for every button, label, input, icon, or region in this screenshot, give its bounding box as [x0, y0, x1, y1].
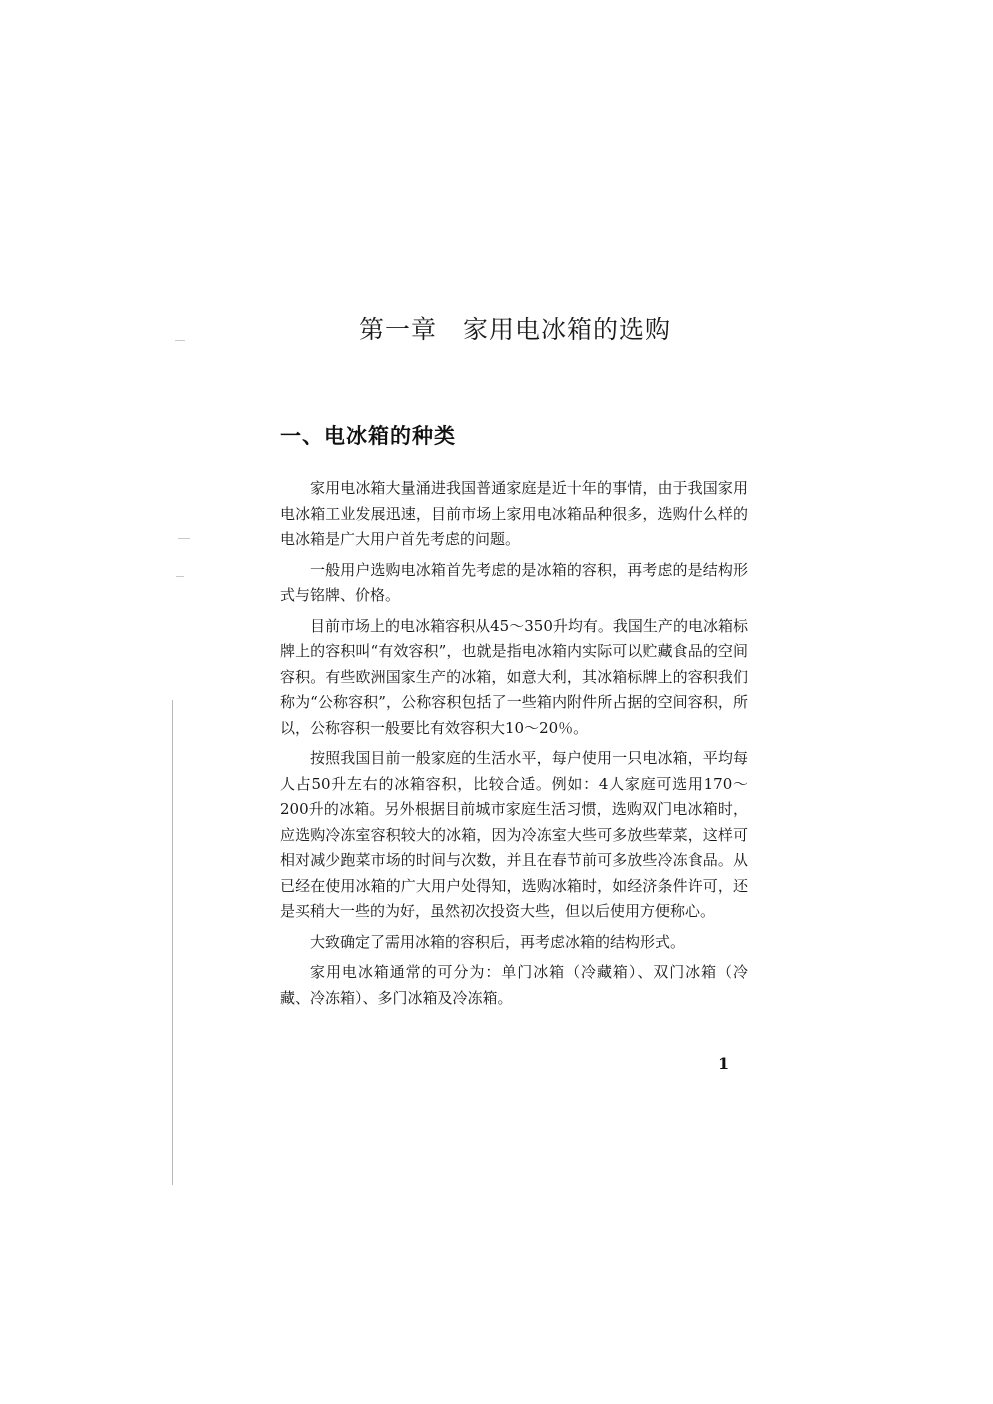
scan-speck: [176, 576, 184, 577]
paragraph: 一般用户选购电冰箱首先考虑的是冰箱的容积，再考虑的是结构形式与铭牌、价格。: [280, 560, 748, 604]
paragraph: 按照我国目前一般家庭的生活水平，每户使用一只电冰箱，平均每人占50升左右的冰箱容积，比较合适。例如：4人家庭可选用170～200升的冰箱。另外根据目前城市家庭生活习惯，选购双门电冰箱时，应选购冷冻室容积较大的冰箱，因为冷冻室大些可多放些荤菜，这样可相对减少跑菜市场的时间与次数，并且在春节前可多放些冷冻食品。从已经在使用冰箱的广大用户处得知，选购冰箱时，如经济条件许可，还是买稍大一些的为好，虽然初次投资大些，但以后使用方便称心。: [280, 749, 748, 920]
scan-speck: [178, 538, 190, 539]
body-text: [280, 476, 748, 1016]
chapter-title: 第一章 家用电冰箱的选购: [358, 315, 671, 344]
paragraph: 家用电冰箱通常的可分为：单门冰箱（冷藏箱）、双门冰箱（冷藏、冷冻箱）、多门冰箱及冷冻箱。: [280, 963, 748, 1007]
section-heading: 一、电冰箱的种类: [280, 424, 456, 448]
paragraph: 目前市场上的电冰箱容积从45～350升均有。我国生产的电冰箱标牌上的容积叫“有效容积”，也就是指电冰箱内实际可以贮藏食品的空间容积。有些欧洲国家生产的冰箱，如意大利，其冰箱标牌上的容积我们称为“公称容积”，公称容积包括了一些箱内附件所占据的空间容积，所以，公称容积一般要比有效容积大10～20％。: [280, 616, 748, 737]
scan-speck: [175, 340, 185, 341]
page-number: 1: [718, 1054, 730, 1073]
paragraph: 家用电冰箱大量涌进我国普通家庭是近十年的事情，由于我国家用电冰箱工业发展迅速，目前市场上家用电冰箱品种很多，选购什么样的电冰箱是广大用户首先考虑的问题。: [280, 479, 748, 548]
scan-margin-line: [172, 700, 173, 1185]
paragraph: 大致确定了需用冰箱的容积后，再考虑冰箱的结构形式。: [310, 932, 686, 951]
